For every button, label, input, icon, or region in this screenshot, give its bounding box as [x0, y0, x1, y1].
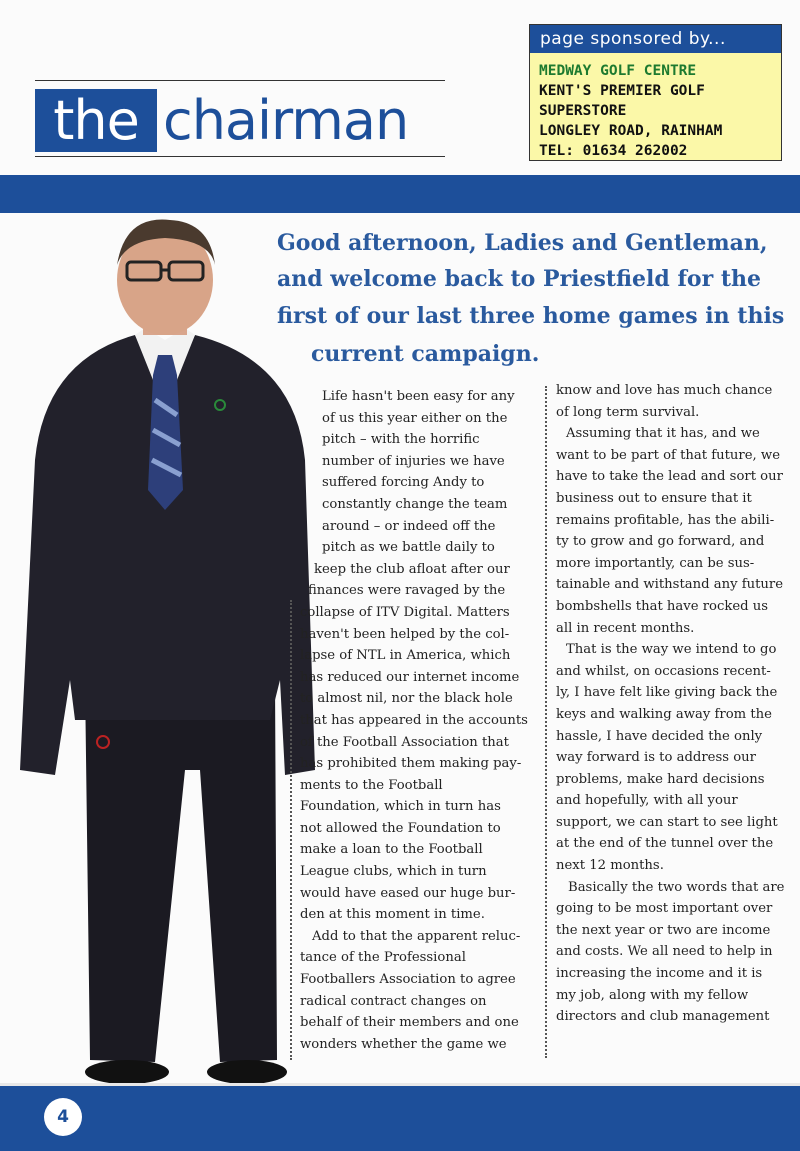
article-line: all in recent months. — [556, 620, 695, 636]
article-line: next 12 months. — [556, 858, 664, 874]
article-line: tainable and withstand any future — [556, 577, 784, 593]
article-line: at the end of the tunnel over the — [556, 836, 774, 852]
article-line: would have eased our huge bur- — [300, 885, 516, 901]
headline-line-2: and welcome back to Priestfield for the — [277, 266, 761, 292]
article-line: collapse of ITV Digital. Matters — [300, 604, 510, 620]
article-line: den at this moment in time. — [300, 907, 485, 923]
title-bottom-rule — [35, 156, 445, 157]
article-line: increasing the income and it is — [556, 966, 763, 982]
article-line: of long term survival. — [556, 404, 700, 420]
top-blue-band — [0, 175, 800, 213]
article-line: lapse of NTL in America, which — [300, 648, 511, 664]
article-line: pitch as we battle daily to — [322, 540, 495, 556]
article-line: League clubs, which in turn — [300, 864, 487, 880]
article-line: ly, I have felt like giving back the — [556, 685, 778, 701]
article-line: hassle, I have decided the only — [556, 728, 763, 744]
sponsor-name: MEDWAY GOLF CENTRE — [539, 63, 697, 79]
article-line: want to be part of that future, we — [556, 447, 781, 463]
article-line: has prohibited them making pay- — [300, 756, 522, 772]
article-line: my job, along with my fellow — [556, 987, 749, 1003]
article-line: directors and club management — [556, 1009, 770, 1025]
left-shoe — [85, 1060, 169, 1084]
article-line: and costs. We all need to help in — [556, 944, 773, 960]
article-line: make a loan to the Football — [300, 842, 483, 858]
article-line: constantly change the team — [322, 496, 508, 512]
article-line: That is the way we intend to go — [566, 642, 777, 658]
article-line: not allowed the Foundation to — [300, 820, 501, 836]
article-column-1 — [300, 386, 528, 1055]
article-line: behalf of their members and one — [300, 1015, 519, 1031]
article-line: going to be most important over — [556, 901, 773, 917]
article-line: of the Football Association that — [300, 734, 509, 750]
title-the: the — [35, 89, 157, 152]
article-line: the next year or two are income — [556, 922, 771, 938]
article-line: that has appeared in the accounts — [300, 712, 528, 728]
page-number: 4 — [44, 1098, 82, 1136]
article-line: radical contract changes on — [300, 993, 487, 1009]
article-line: has reduced our internet income — [300, 669, 520, 685]
article-line: ments to the Football — [300, 777, 443, 793]
headline-line-4: current campaign. — [311, 341, 540, 367]
article-line: Assuming that it has, and we — [566, 426, 760, 442]
article-line: wonders whether the game we — [300, 1036, 507, 1052]
headline-line-3: first of our last three home games in this — [277, 303, 785, 329]
article-line: suffered forcing Andy to — [322, 475, 485, 491]
column-divider-1 — [290, 600, 292, 1060]
column-divider-2 — [545, 386, 547, 1058]
article-line: have to take the lead and sort our — [556, 469, 783, 485]
article-line: around – or indeed off the — [322, 518, 496, 534]
article-line: haven't been helped by the col- — [300, 626, 510, 642]
trousers — [85, 680, 277, 1062]
headline-line-1: Good afternoon, Ladies and Gentleman, — [277, 230, 768, 256]
article-line: keep the club afloat after our — [314, 561, 510, 577]
article-line: way forward is to address our — [556, 750, 756, 766]
article-line: Footballers Association to agree — [300, 972, 516, 988]
article-line: Add to that the apparent reluc- — [312, 928, 521, 944]
article-line: know and love has much chance — [556, 383, 773, 398]
article-line: tance of the Professional — [300, 950, 466, 966]
sponsor-box — [529, 24, 782, 161]
sponsor-address: LONGLEY ROAD, RAINHAM — [539, 123, 723, 139]
article-line: pitch – with the horrific — [322, 432, 480, 448]
sponsor-heading: page sponsored by... — [530, 25, 781, 53]
sponsor-phone: TEL: 01634 262002 — [539, 143, 688, 159]
article-line: ty to grow and go forward, and — [556, 534, 765, 550]
article-line: keys and walking away from the — [556, 706, 772, 722]
article-line: to almost nil, nor the black hole — [300, 691, 513, 707]
title-chairman: chairman — [163, 89, 409, 152]
article-line: of us this year either on the — [322, 410, 508, 426]
article-line: more importantly, can be sus- — [556, 555, 755, 571]
article-line: Foundation, which in turn has — [300, 799, 501, 815]
article-line: and hopefully, with all your — [556, 793, 738, 809]
article-line: number of injuries we have — [322, 453, 505, 469]
title-top-rule — [35, 80, 445, 81]
article-line: Life hasn't been easy for any — [322, 389, 515, 404]
article-line: and whilst, on occasions recent- — [556, 663, 771, 679]
article-line: support, we can start to see light — [556, 814, 778, 830]
article-column-2 — [556, 380, 788, 1028]
chairman-photo — [15, 210, 315, 1090]
article-line: bombshells that have rocked us — [556, 598, 769, 614]
right-shoe — [207, 1060, 287, 1084]
article-line: finances were ravaged by the — [308, 583, 506, 599]
article-line: business out to ensure that it — [556, 490, 752, 506]
article-line: remains profitable, has the abili- — [556, 512, 775, 528]
bottom-blue-band — [0, 1083, 800, 1151]
article-line: Basically the two words that are — [568, 879, 785, 895]
page-title — [35, 89, 448, 152]
sponsor-tagline: KENT'S PREMIER GOLF SUPERSTORE — [539, 83, 705, 119]
article-line: problems, make hard decisions — [556, 771, 765, 787]
